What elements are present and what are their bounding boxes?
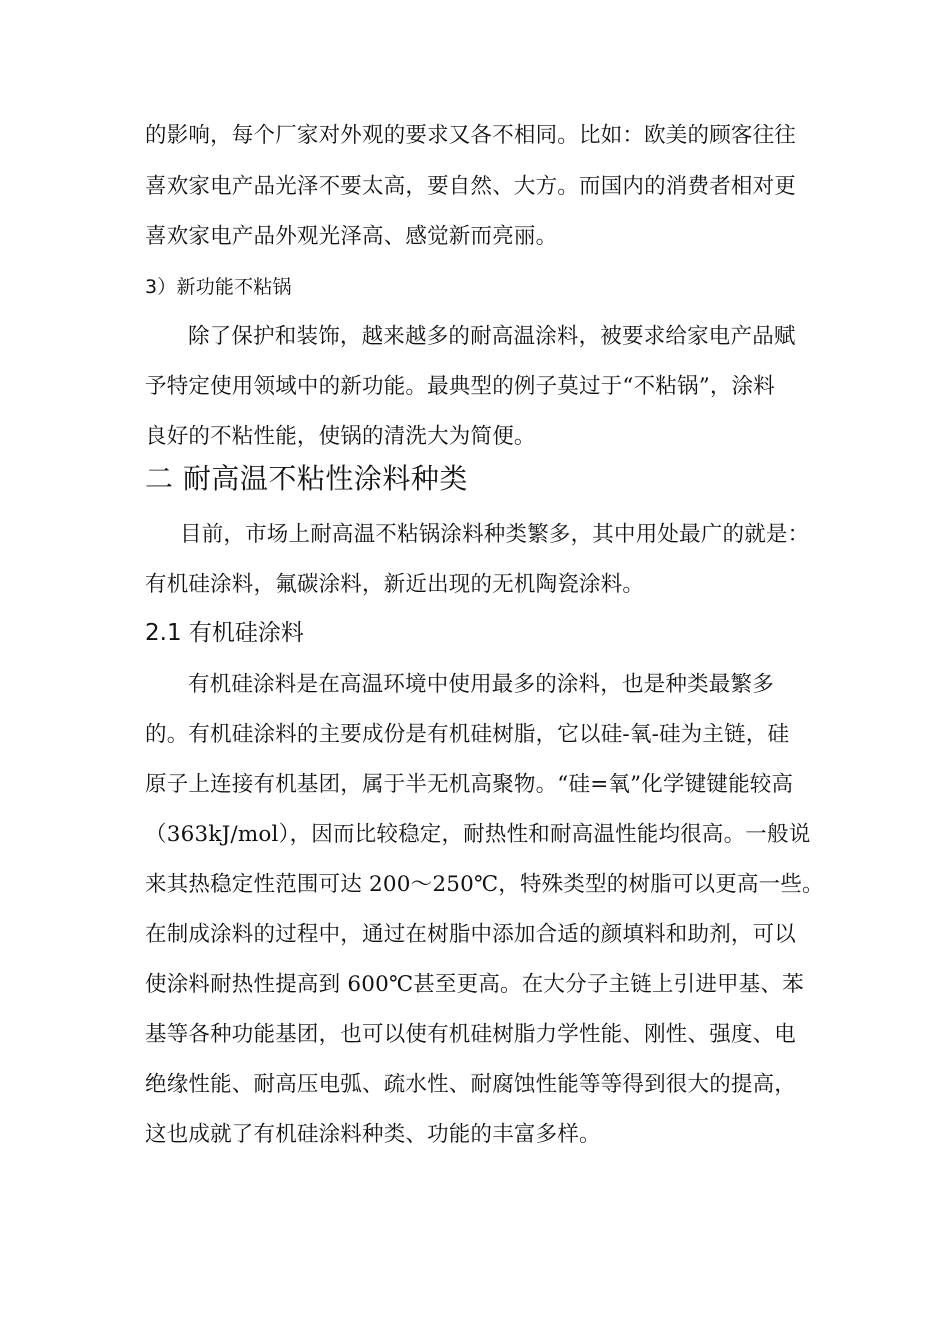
paragraph-line: 喜欢家电产品光泽不要太高，要自然、大方。而国内的消费者相对更 [145, 174, 797, 199]
paragraph-line: 予特定使用领域中的新功能。最典型的例子莫过于“不粘锅”，涂料 [145, 374, 775, 399]
paragraph-line: 这也成就了有机硅涂料种类、功能的丰富多样。 [145, 1122, 601, 1147]
paragraph-line: 的影响，每个厂家对外观的要求又各不相同。比如：欧美的顾客往往 [145, 123, 797, 148]
list-item-title: 3）新功能不粘锅 [145, 276, 292, 298]
paragraph-line: 有机硅涂料，氟碳涂料，新近出现的无机陶瓷涂料。 [145, 572, 645, 597]
paragraph-line: 良好的不粘性能，使锅的清洗大为简便。 [145, 424, 536, 449]
paragraph-line: 使涂料耐热性提高到 600℃甚至更高。在大分子主链上引进甲基、苯 [145, 972, 804, 997]
section-heading: 二 耐高温不粘性涂料种类 [145, 462, 468, 495]
paragraph-line: 来其热稳定性范围可达 200～250℃，特殊类型的树脂可以更高一些。 [145, 872, 824, 897]
paragraph-line: （363kJ/mol），因而比较稳定，耐热性和耐高温性能均很高。一般说 [145, 822, 811, 847]
paragraph-line: 在制成涂料的过程中，通过在树脂中添加合适的颜填料和助剂，可以 [145, 922, 797, 947]
paragraph-line: 绝缘性能、耐高压电弧、疏水性、耐腐蚀性能等等得到很大的提高， [145, 1072, 797, 1097]
paragraph-line: 基等各种功能基团，也可以使有机硅树脂力学性能、刚性、强度、电 [145, 1022, 797, 1047]
paragraph-line: 目前，市场上耐高温不粘锅涂料种类繁多，其中用处最广的就是： [180, 522, 810, 547]
subsection-heading: 2.1 有机硅涂料 [145, 620, 304, 646]
paragraph-line: 的。有机硅涂料的主要成份是有机硅树脂，它以硅-氧-硅为主链，硅 [145, 722, 790, 747]
paragraph-line: 除了保护和装饰，越来越多的耐高温涂料，被要求给家电产品赋 [188, 324, 796, 349]
paragraph-line: 喜欢家电产品外观光泽高、感觉新而亮丽。 [145, 224, 558, 249]
paragraph-line: 有机硅涂料是在高温环境中使用最多的涂料，也是种类最繁多 [188, 672, 774, 697]
paragraph-line: 原子上连接有机基团，属于半无机高聚物。“硅=氧”化学键键能较高 [145, 772, 794, 797]
